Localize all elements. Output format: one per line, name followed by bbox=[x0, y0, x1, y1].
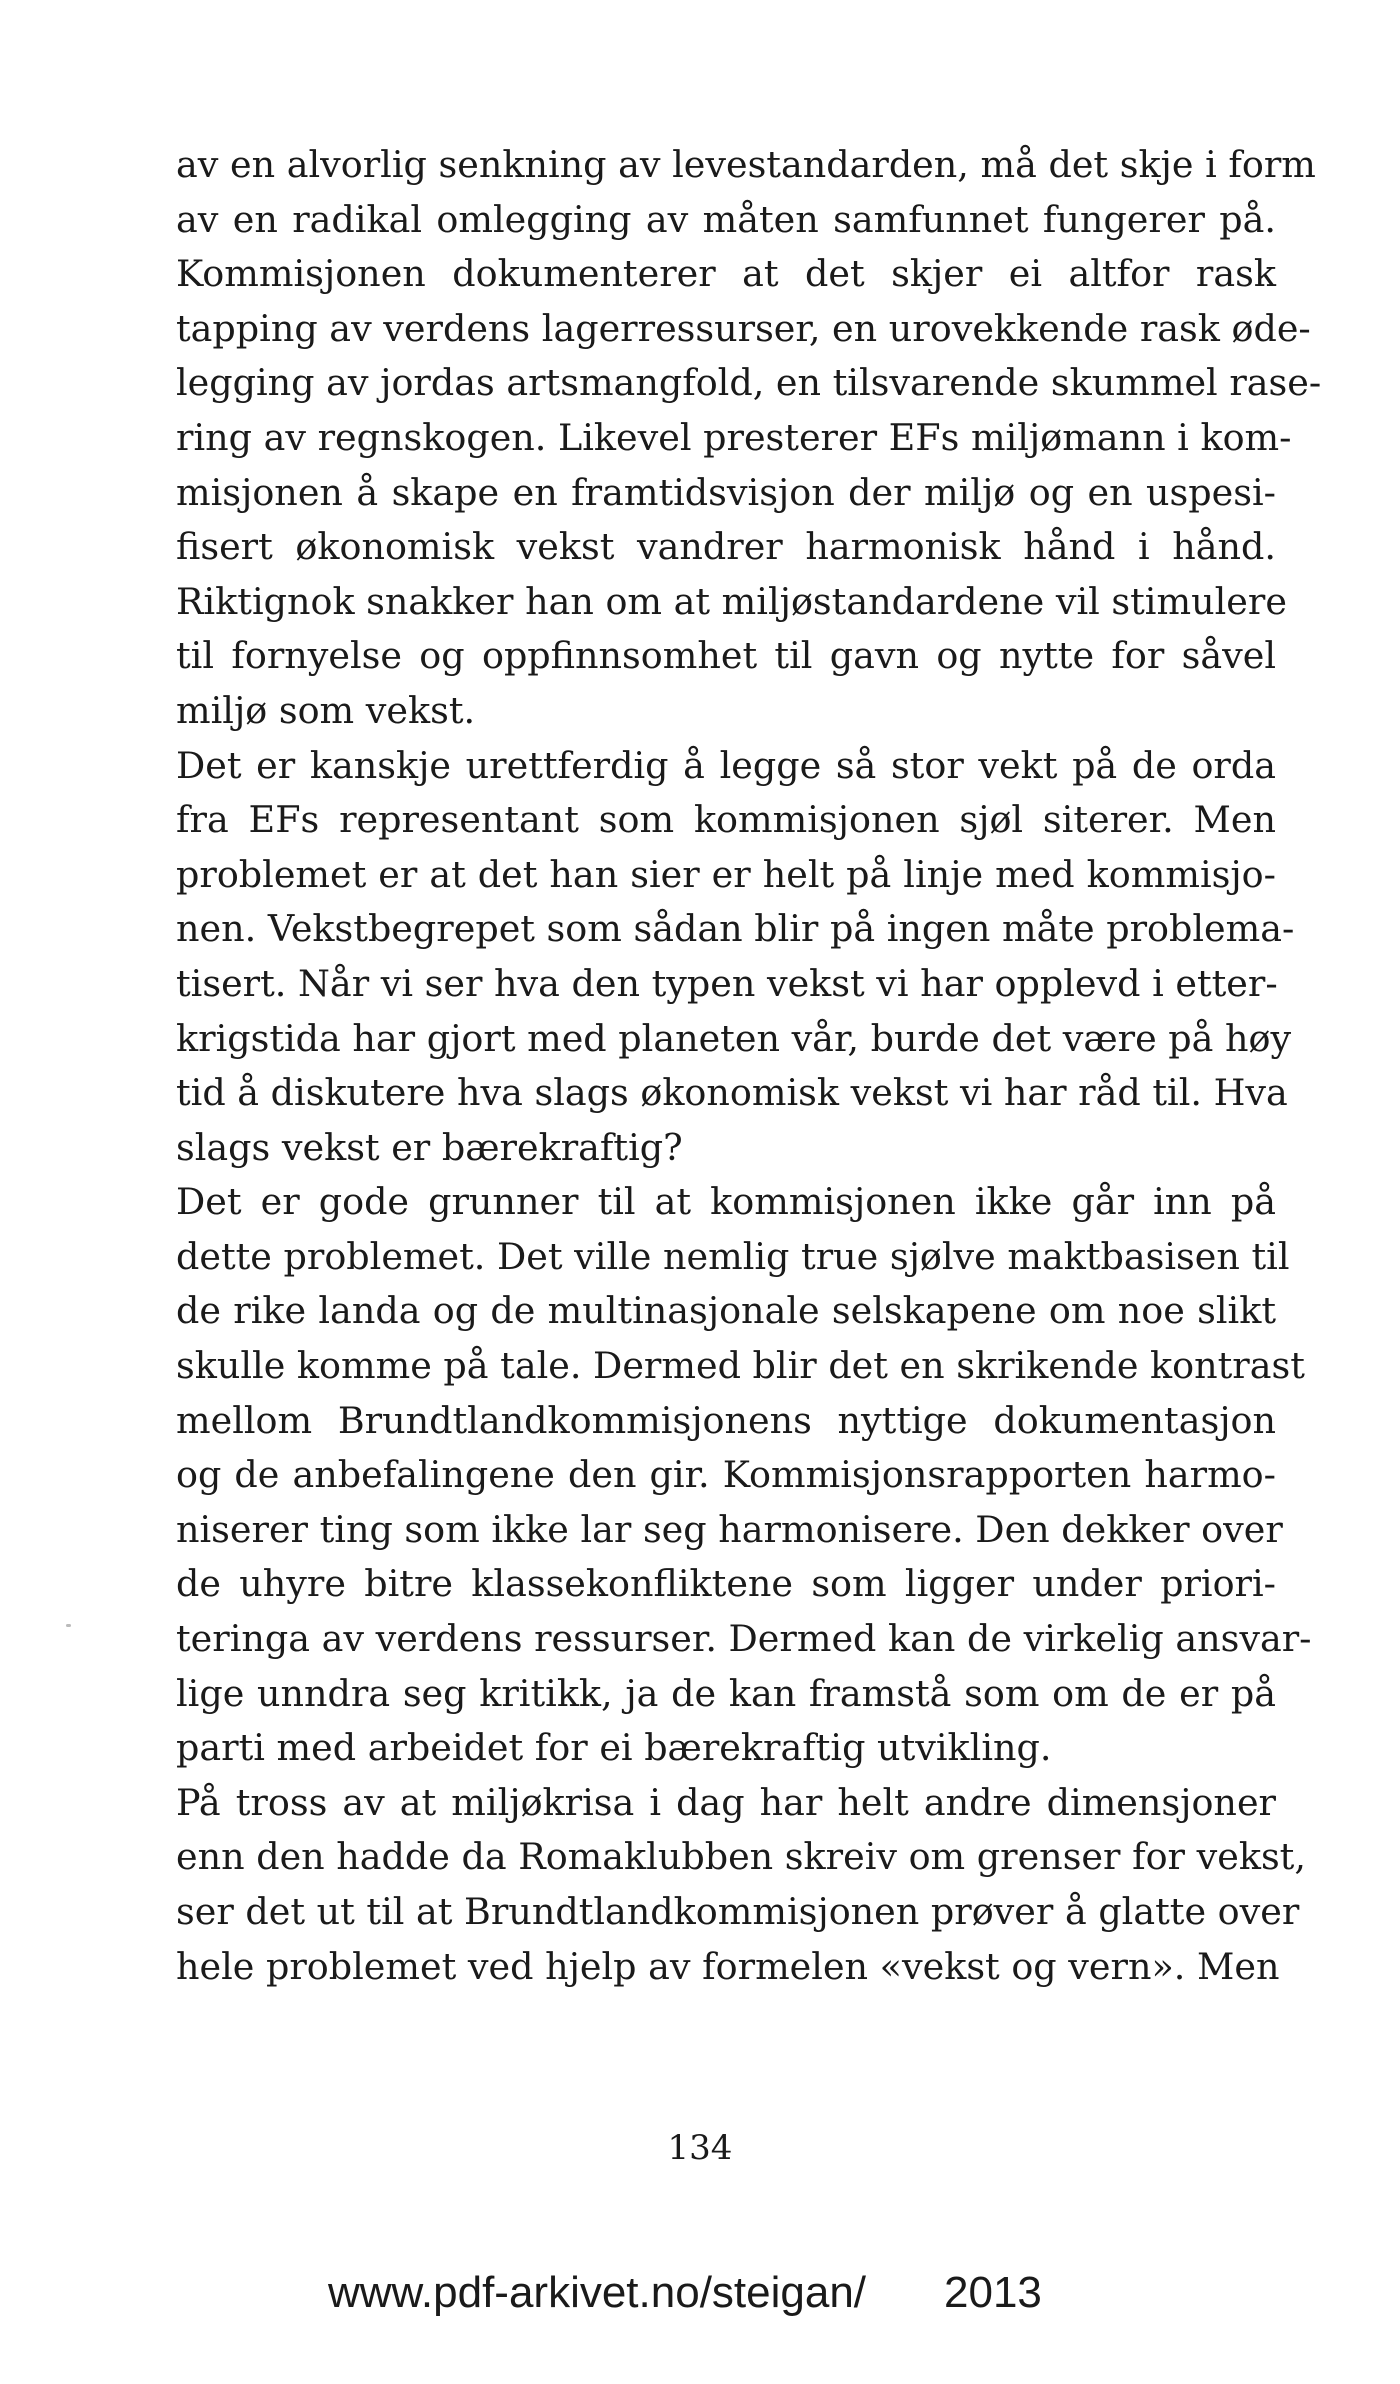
text-line: slags vekst er bærekraftig? bbox=[176, 1125, 683, 1169]
text-line: miljø som vekst. bbox=[176, 688, 476, 732]
body-text bbox=[176, 138, 1322, 1994]
text-line: av en radikal omlegging av måten samfunnet fungerer på. bbox=[176, 197, 1276, 241]
text-line: legging av jordas artsmangfold, en tilsvarende skummel rase- bbox=[176, 361, 1322, 405]
text-line: tisert. Når vi ser hva den typen vekst vi har opplevd i etter- bbox=[176, 961, 1278, 1005]
text-line: teringa av verdens ressurser. Dermed kan de virkelig ansvar- bbox=[176, 1617, 1312, 1661]
text-line: Kommisjonen dokumenterer at det skjer ei altfor rask bbox=[176, 252, 1276, 296]
text-line: problemet er at det han sier er helt på linje med kommisjo- bbox=[176, 852, 1276, 896]
text-line: nen. Vekstbegrepet som sådan blir på ingen måte problema- bbox=[176, 907, 1295, 951]
text-line: fra EFs representant som kommisjonen sjøl siterer. Men bbox=[176, 798, 1276, 842]
text-line: tid å diskutere hva slags økonomisk vekst vi har råd til. Hva bbox=[176, 1071, 1288, 1115]
text-line: krigstida har gjort med planeten vår, burde det være på høy bbox=[176, 1016, 1292, 1060]
text-line: hele problemet ved hjelp av formelen «vekst og vern». Men bbox=[176, 1944, 1280, 1988]
text-line: mellom Brundtlandkommisjonens nyttige dokumentasjon bbox=[176, 1398, 1276, 1442]
text-line: av en alvorlig senkning av levestandarden, må det skje i form bbox=[176, 143, 1316, 186]
text-line: de uhyre bitre klassekonfliktene som ligger under priori- bbox=[176, 1562, 1276, 1606]
text-line: misjonen å skape en framtidsvisjon der miljø og en uspesi- bbox=[176, 470, 1276, 514]
scan-speck bbox=[66, 1624, 71, 1627]
text-line: til fornyelse og oppfinnsomhet til gavn og nytte for såvel bbox=[176, 634, 1276, 678]
source-url: www.pdf-arkivet.no/steigan/ bbox=[328, 2268, 867, 2317]
text-line: Det er kanskje urettferdig å legge så stor vekt på de orda bbox=[176, 743, 1276, 787]
text-line: Riktignok snakker han om at miljøstandardene vil stimulere bbox=[176, 579, 1287, 623]
text-line: ser det ut til at Brundtlandkommisjonen prøver å glatte over bbox=[176, 1890, 1300, 1933]
text-line: ring av regnskogen. Likevel presterer EFs miljømann i kom- bbox=[176, 415, 1292, 459]
text-line: dette problemet. Det ville nemlig true sjølve maktbasisen til bbox=[176, 1234, 1290, 1278]
page-number: 134 bbox=[667, 2128, 733, 2168]
text-line: niserer ting som ikke lar seg harmonisere. Den dekker over bbox=[176, 1507, 1283, 1551]
text-line: Det er gode grunner til at kommisjonen ikke går inn på bbox=[176, 1180, 1276, 1224]
text-line: tapping av verdens lagerressurser, en urovekkende rask øde- bbox=[176, 306, 1311, 350]
text-line: skulle komme på tale. Dermed blir det en skrikende kontrast bbox=[176, 1344, 1305, 1388]
text-line: og de anbefalingene den gir. Kommisjonsrapporten harmo- bbox=[176, 1453, 1276, 1497]
source-year: 2013 bbox=[944, 2268, 1042, 2317]
text-line: de rike landa og de multinasjonale selskapene om noe slikt bbox=[176, 1289, 1276, 1333]
text-line: På tross av at miljøkrisa i dag har helt andre dimensjoner bbox=[176, 1780, 1276, 1824]
text-line: parti med arbeidet for ei bærekraftig utvikling. bbox=[176, 1726, 1052, 1770]
text-line: fisert økonomisk vekst vandrer harmonisk hånd i hånd. bbox=[176, 525, 1276, 569]
text-line: enn den hadde da Romaklubben skreiv om grenser for vekst, bbox=[176, 1835, 1306, 1879]
text-line: lige unndra seg kritikk, ja de kan framstå som om de er på bbox=[176, 1671, 1276, 1715]
